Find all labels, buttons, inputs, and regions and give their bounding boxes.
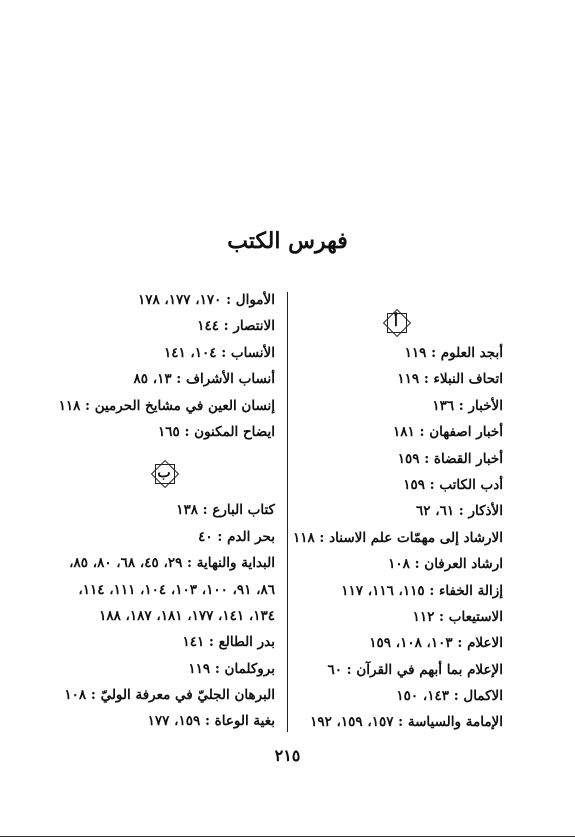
index-entry: الاستيعاب : ١١٢ xyxy=(412,608,503,625)
index-entry: البرهان الجليّ في معرفة الوليّ : ١٠٨ xyxy=(64,687,275,704)
index-entry: أنساب الأشراف : ١٣، ٨٥ xyxy=(133,371,275,388)
index-entry: ايضاح المكنون : ١٦٥ xyxy=(158,423,275,440)
left-column xyxy=(45,287,275,735)
page-number: ٢١٥ xyxy=(274,746,301,765)
index-entry: بروكلمان : ١١٩ xyxy=(188,660,275,677)
page-edge-line xyxy=(0,836,575,837)
index-entry: الأخبار : ١٣٦ xyxy=(432,397,503,414)
index-entry: الأنساب : ١٠٤، ١٤١ xyxy=(163,344,275,361)
index-entry: بحر الدم : ٤٠ xyxy=(198,528,275,545)
index-entry-continuation: ١٣٤، ١٤١، ١٧٧، ١٨١، ١٨٧، ١٨٨ xyxy=(99,607,275,624)
index-entry: كتاب البارع : ١٣٨ xyxy=(176,502,275,519)
section-letter: ب xyxy=(157,465,171,481)
column-divider xyxy=(287,292,288,732)
index-entry: أبجد العلوم : ١١٩ xyxy=(404,345,503,361)
index-entry: أدب الكاتب : ١٥٩ xyxy=(403,476,503,493)
right-column xyxy=(293,340,503,736)
index-entry: إنسان العين في مشايخ الحرمين : ١١٨ xyxy=(58,397,275,414)
index-entry: ارشاد العرفان : ١٠٨ xyxy=(388,556,503,573)
index-entry: الانتصار : ١٤٤ xyxy=(197,318,275,335)
index-entry: الاعلام : ١٠٣، ١٠٨، ١٥٩ xyxy=(369,635,503,652)
index-entry: الأموال : ١٧٠، ١٧٧، ١٧٨ xyxy=(137,292,275,308)
section-letter-badge xyxy=(383,309,409,335)
section-letter-badge xyxy=(151,460,177,486)
index-entry: بدر الطالع : ١٤١ xyxy=(182,634,275,651)
index-entry: الإعلام بما أبهم في القرآن : ٦٠ xyxy=(327,661,503,678)
index-entry: الإمامة والسياسة : ١٥٧، ١٥٩، ١٩٢ xyxy=(310,714,503,731)
index-entry: الأذكار : ٦١، ٦٢ xyxy=(416,503,503,520)
index-entry: الارشاد إلى مهمّات علم الاسناد : ١١٨ xyxy=(292,529,503,546)
index-entry: إزالة الخفاء : ١١٥، ١١٦، ١١٧ xyxy=(341,582,503,599)
index-entry: اتحاف النبلاء : ١١٩ xyxy=(397,371,503,388)
index-entry: الاكمال : ١٤٣، ١٥٠ xyxy=(396,688,503,705)
index-entry: بغية الوعاة : ١٥٩، ١٧٧ xyxy=(147,713,275,730)
index-entry-continuation: ٨٦، ٩١، ١٠٠، ١٠٣، ١٠٤، ١١١، ١١٤، xyxy=(78,581,275,598)
index-entry: أخبار القضاة : ١٥٩ xyxy=(397,450,503,467)
index-entry: أخبار اصفهان : ١٨١ xyxy=(393,424,503,441)
index-entry: البداية والنهاية : ٢٩، ٤٥، ٦٨، ٨٠، ٨٥، xyxy=(69,555,275,572)
page-title: فهرس الكتب xyxy=(227,228,348,254)
section-letter: أ xyxy=(394,314,398,330)
